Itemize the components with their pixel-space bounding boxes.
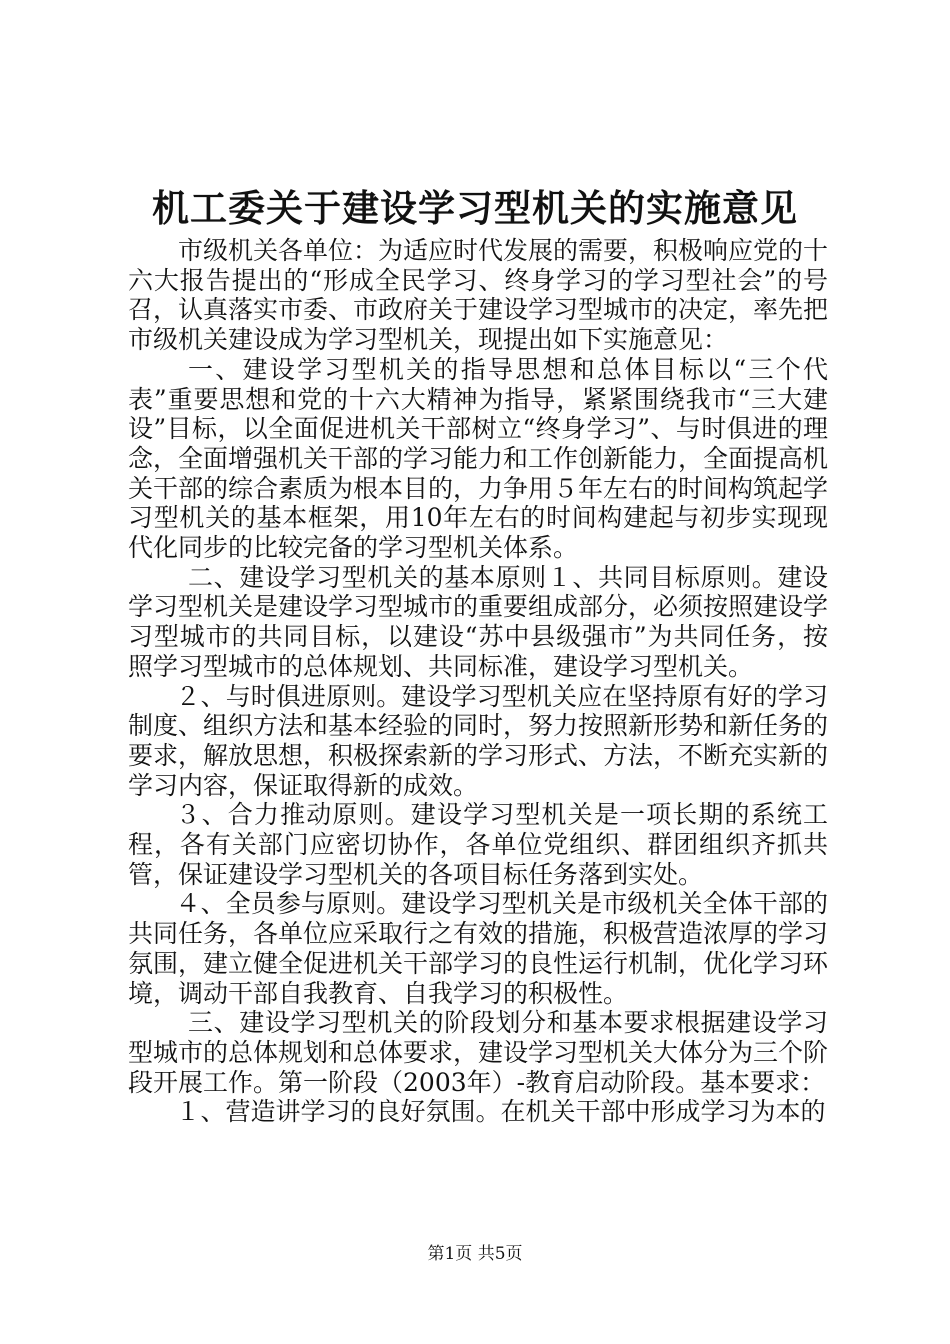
paragraph-section-3: 三、建设学习型机关的阶段划分和基本要求根据建设学习型城市的总体规划和总体要求，建设学习型机关大体分为三个阶段开展工作。第一阶段（2003年）-教育启动阶段。基本要求： [128,1008,829,1097]
document-body [128,236,828,1127]
paragraph-principle-4: ４、全员参与原则。建设学习型机关是市级机关全体干部的共同任务，各单位应采取行之有效的措施，积极营造浓厚的学习氛围，建立健全促进机关干部学习的良性运行机制，优化学习环境，调动干部自我教育、自我学习的积极性。 [128,889,829,1008]
document-title: 机工委关于建设学习型机关的实施意见 [152,186,798,230]
page-number-footer: 第1页 共5页 [427,1244,523,1264]
paragraph-intro: 市级机关各单位：为适应时代发展的需要，积极响应党的十六大报告提出的“形成全民学习、终身学习的学习型社会”的号召，认真落实市委、市政府关于建设学习型城市的决定，率先把市级机关建设成为学习型机关，现提出如下实施意见： [128,236,829,355]
paragraph-principle-2: ２、与时俱进原则。建设学习型机关应在坚持原有好的学习制度、组织方法和基本经验的同时，努力按照新形势和新任务的要求，解放思想，积极探索新的学习形式、方法，不断充实新的学习内容，保证取得新的成效。 [128,681,829,800]
paragraph-stage-1-item-1: １、营造讲学习的良好氛围。在机关干部中形成学习为本的 [175,1097,826,1127]
paragraph-section-2: 二、建设学习型机关的基本原则１、共同目标原则。建设学习型机关是建设学习型城市的重要组成部分，必须按照建设学习型城市的共同目标，以建设“苏中县级强市”为共同任务，按照学习型城市的总体规划、共同标准，建设学习型机关。 [128,562,829,681]
paragraph-principle-3: ３、合力推动原则。建设学习型机关是一项长期的系统工程，各有关部门应密切协作，各单位党组织、群团组织齐抓共管，保证建设学习型机关的各项目标任务落到实处。 [128,800,828,889]
paragraph-section-1: 一、建设学习型机关的指导思想和总体目标以“三个代表”重要思想和党的十六大精神为指导，紧紧围绕我市“三大建设”目标，以全面促进机关干部树立“终身学习”、与时俱进的理念，全面增强机关干部的学习能力和工作创新能力，全面提高机关干部的综合素质为根本目的，力争用５年左右的时间构筑起学习型机关的基本框架，用10年左右的时间构建起与初步实现现代化同步的比较完备的学习型机关体系。 [128,354,829,563]
